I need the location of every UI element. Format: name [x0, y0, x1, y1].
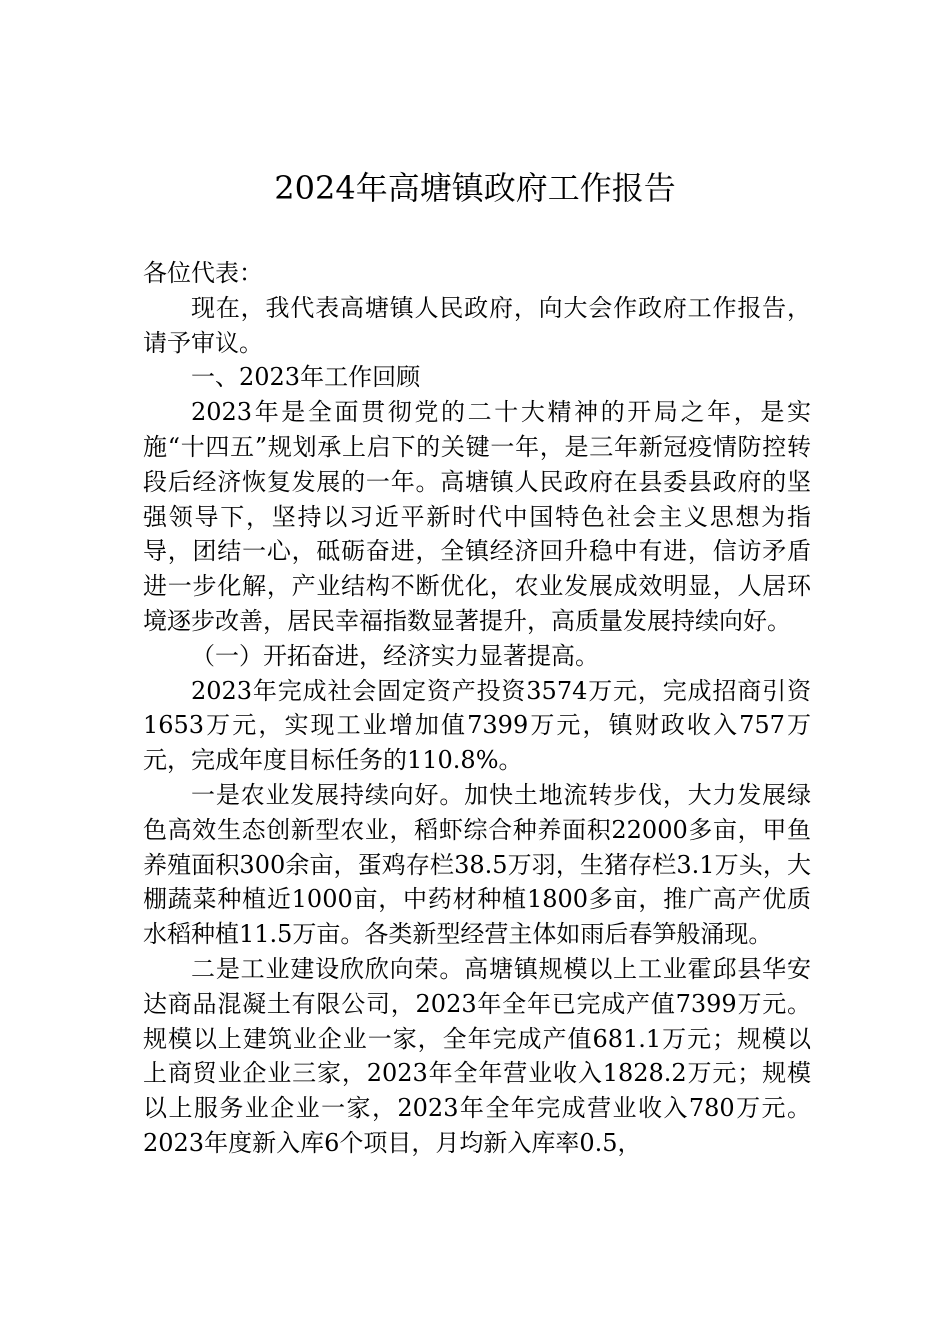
salutation: 各位代表：: [143, 259, 263, 287]
overview-paragraph: 2023年是全面贯彻党的二十大精神的开局之年，是实施“十四五”规划承上启下的关键一年，是三年新冠疫情防控转段后经济恢复发展的一年。高塘镇人民政府在县委县政府的坚强领导下，坚持以习近平新时代中国特色社会主义思想为指导，团结一心，砥砺奋进，全镇经济回升稳中有进，信访矛盾进一步化解，产业结构不断优化，农业发展成效明显，人居环境逐步改善，居民幸福指数显著提升，高质量发展持续向好。: [143, 398, 811, 635]
document-title: 2024年高塘镇政府工作报告: [274, 169, 676, 207]
document-body: [143, 256, 811, 1161]
agriculture-paragraph: 一是农业发展持续向好。加快土地流转步伐，大力发展绿色高效生态创新型农业，稻虾综合种养面积22000多亩，甲鱼养殖面积300余亩，蛋鸡存栏38.5万羽，生猪存栏3.1万头，大棚蔬菜种植近1000亩，中药材种植1800多亩，推广高产优质水稻种植11.5万亩。各类新型经营主体如雨后春笋般涌现。: [143, 780, 811, 949]
industry-paragraph: 二是工业建设欣欣向荣。高塘镇规模以上工业霍邱县华安达商品混凝土有限公司，2023年全年已完成产值7399万元。规模以上建筑业企业一家，全年完成产值681.1万元；规模以上商贸业企业三家，2023年全年营业收入1828.2万元；规模以上服务业企业一家，2023年全年完成营业收入780万元。2023年度新入库6个项目，月均新入库率0.5，: [143, 954, 811, 1157]
economy-figures-paragraph: 2023年完成社会固定资产投资3574万元，完成招商引资1653万元，实现工业增加值7399万元，镇财政收入757万元，完成年度目标任务的110.8%。: [143, 676, 811, 775]
subsection-heading-economy: （一）开拓奋进，经济实力显著提高。: [191, 641, 599, 670]
intro-paragraph: 现在，我代表高塘镇人民政府，向大会作政府工作报告，请予审议。: [143, 293, 811, 357]
section-heading-review: 一、2023年工作回顾: [191, 363, 421, 392]
